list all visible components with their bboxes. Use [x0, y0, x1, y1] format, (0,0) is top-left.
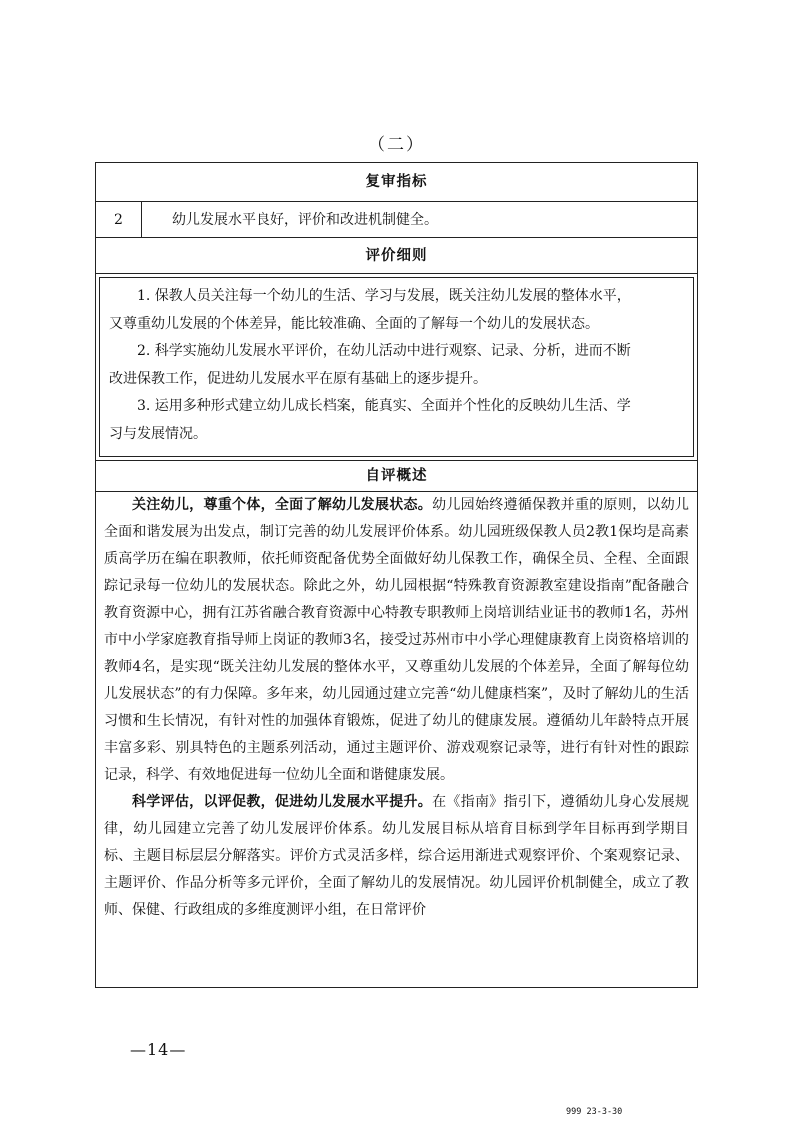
self-eval-paragraph	[104, 492, 689, 789]
paragraph-text: 幼儿园始终遵循保教并重的原则，以幼儿全面和谐发展为出发点，制订完善的幼儿发展评价体系。幼儿园班级保教人员2教1保均是高素质高学历在编在职教师，依托师资配备优势全面做好幼儿保教工作，确保全员、全程、全面跟踪记录每一位幼儿的发展状态。除此之外，幼儿园根据“特殊教育资源教室建设指南”配备融合教育资源中心，拥有江苏省融合教育资源中心特教专职教师上岗培训结业证书的教师1名，苏州市中小学家庭教育指导师上岗证的教师3名，接受过苏州市中小学心理健康教育上岗资格培训的教师4名，是实现“既关注幼儿发展的整体水平，又尊重幼儿发展的个体差异，全面了解每位幼儿发展状态”的有力保障。多年来，幼儿园通过建立完善“幼儿健康档案”，及时了解幼儿的生活习惯和生长情况，有针对性的加强体育锻炼，促进了幼儿的健康发展。遵循幼儿年龄特点开展丰富多彩、别具特色的主题系列活动，通过主题评价、游戏观察记录等，进行有针对性的跟踪记录，科学、有效地促进每一位幼儿全面和谐健康发展。	[104, 497, 689, 783]
indicator-number: 2	[96, 202, 142, 238]
criteria-line: 习与发展情况。	[109, 425, 207, 442]
paragraph-heading: 科学评估，以评促教，促进幼儿发展水平提升。	[132, 794, 433, 810]
self-eval-body	[96, 492, 697, 987]
page-number: —14—	[130, 1040, 187, 1059]
criteria-header: 评价细则	[96, 238, 697, 274]
paragraph-heading: 关注幼儿，尊重个体，全面了解幼儿发展状态。	[132, 497, 433, 513]
criteria-line: 1. 保教人员关注每一个幼儿的生活、学习与发展，既关注幼儿发展的整体水平，	[137, 288, 631, 304]
criteria-box	[99, 277, 694, 457]
evaluation-table	[95, 162, 698, 988]
print-stamp: 999 23-3-30	[566, 1107, 623, 1117]
criteria-line: 3. 运用多种形式建立幼儿成长档案，能真实、全面并个性化的反映幼儿生活、学	[137, 398, 631, 414]
criteria-line: 2. 科学实施幼儿发展水平评价，在幼儿活动中进行观察、记录、分析，进而不断	[137, 343, 631, 359]
criteria-line: 又尊重幼儿发展的个体差异，能比较准确、全面的了解每一个幼儿的发展状态。	[109, 315, 599, 332]
self-eval-paragraph	[104, 789, 689, 924]
self-eval-header: 自评概述	[96, 461, 697, 492]
review-indicator-row	[96, 202, 697, 238]
indicator-text: 幼儿发展水平良好，评价和改进机制健全。	[172, 212, 438, 228]
paragraph-text: 在《指南》指引下，遵循幼儿身心发展规律，幼儿园建立完善了幼儿发展评价体系。幼儿发展目标从培育目标到学年目标再到学期目标、主题目标层层分解落实。评价方式灵活多样，综合运用渐进式观察评价、个案观察记录、主题评价、作品分析等多元评价，全面了解幼儿的发展情况。幼儿园评价机制健全，成立了教师、保健、行政组成的多维度测评小组，在日常评价	[104, 794, 689, 918]
criteria-section	[96, 274, 697, 461]
criteria-line: 改进保教工作，促进幼儿发展水平在原有基础上的逐步提升。	[109, 370, 487, 387]
page-title: （二）	[368, 135, 425, 155]
review-indicator-header: 复审指标	[96, 163, 697, 202]
